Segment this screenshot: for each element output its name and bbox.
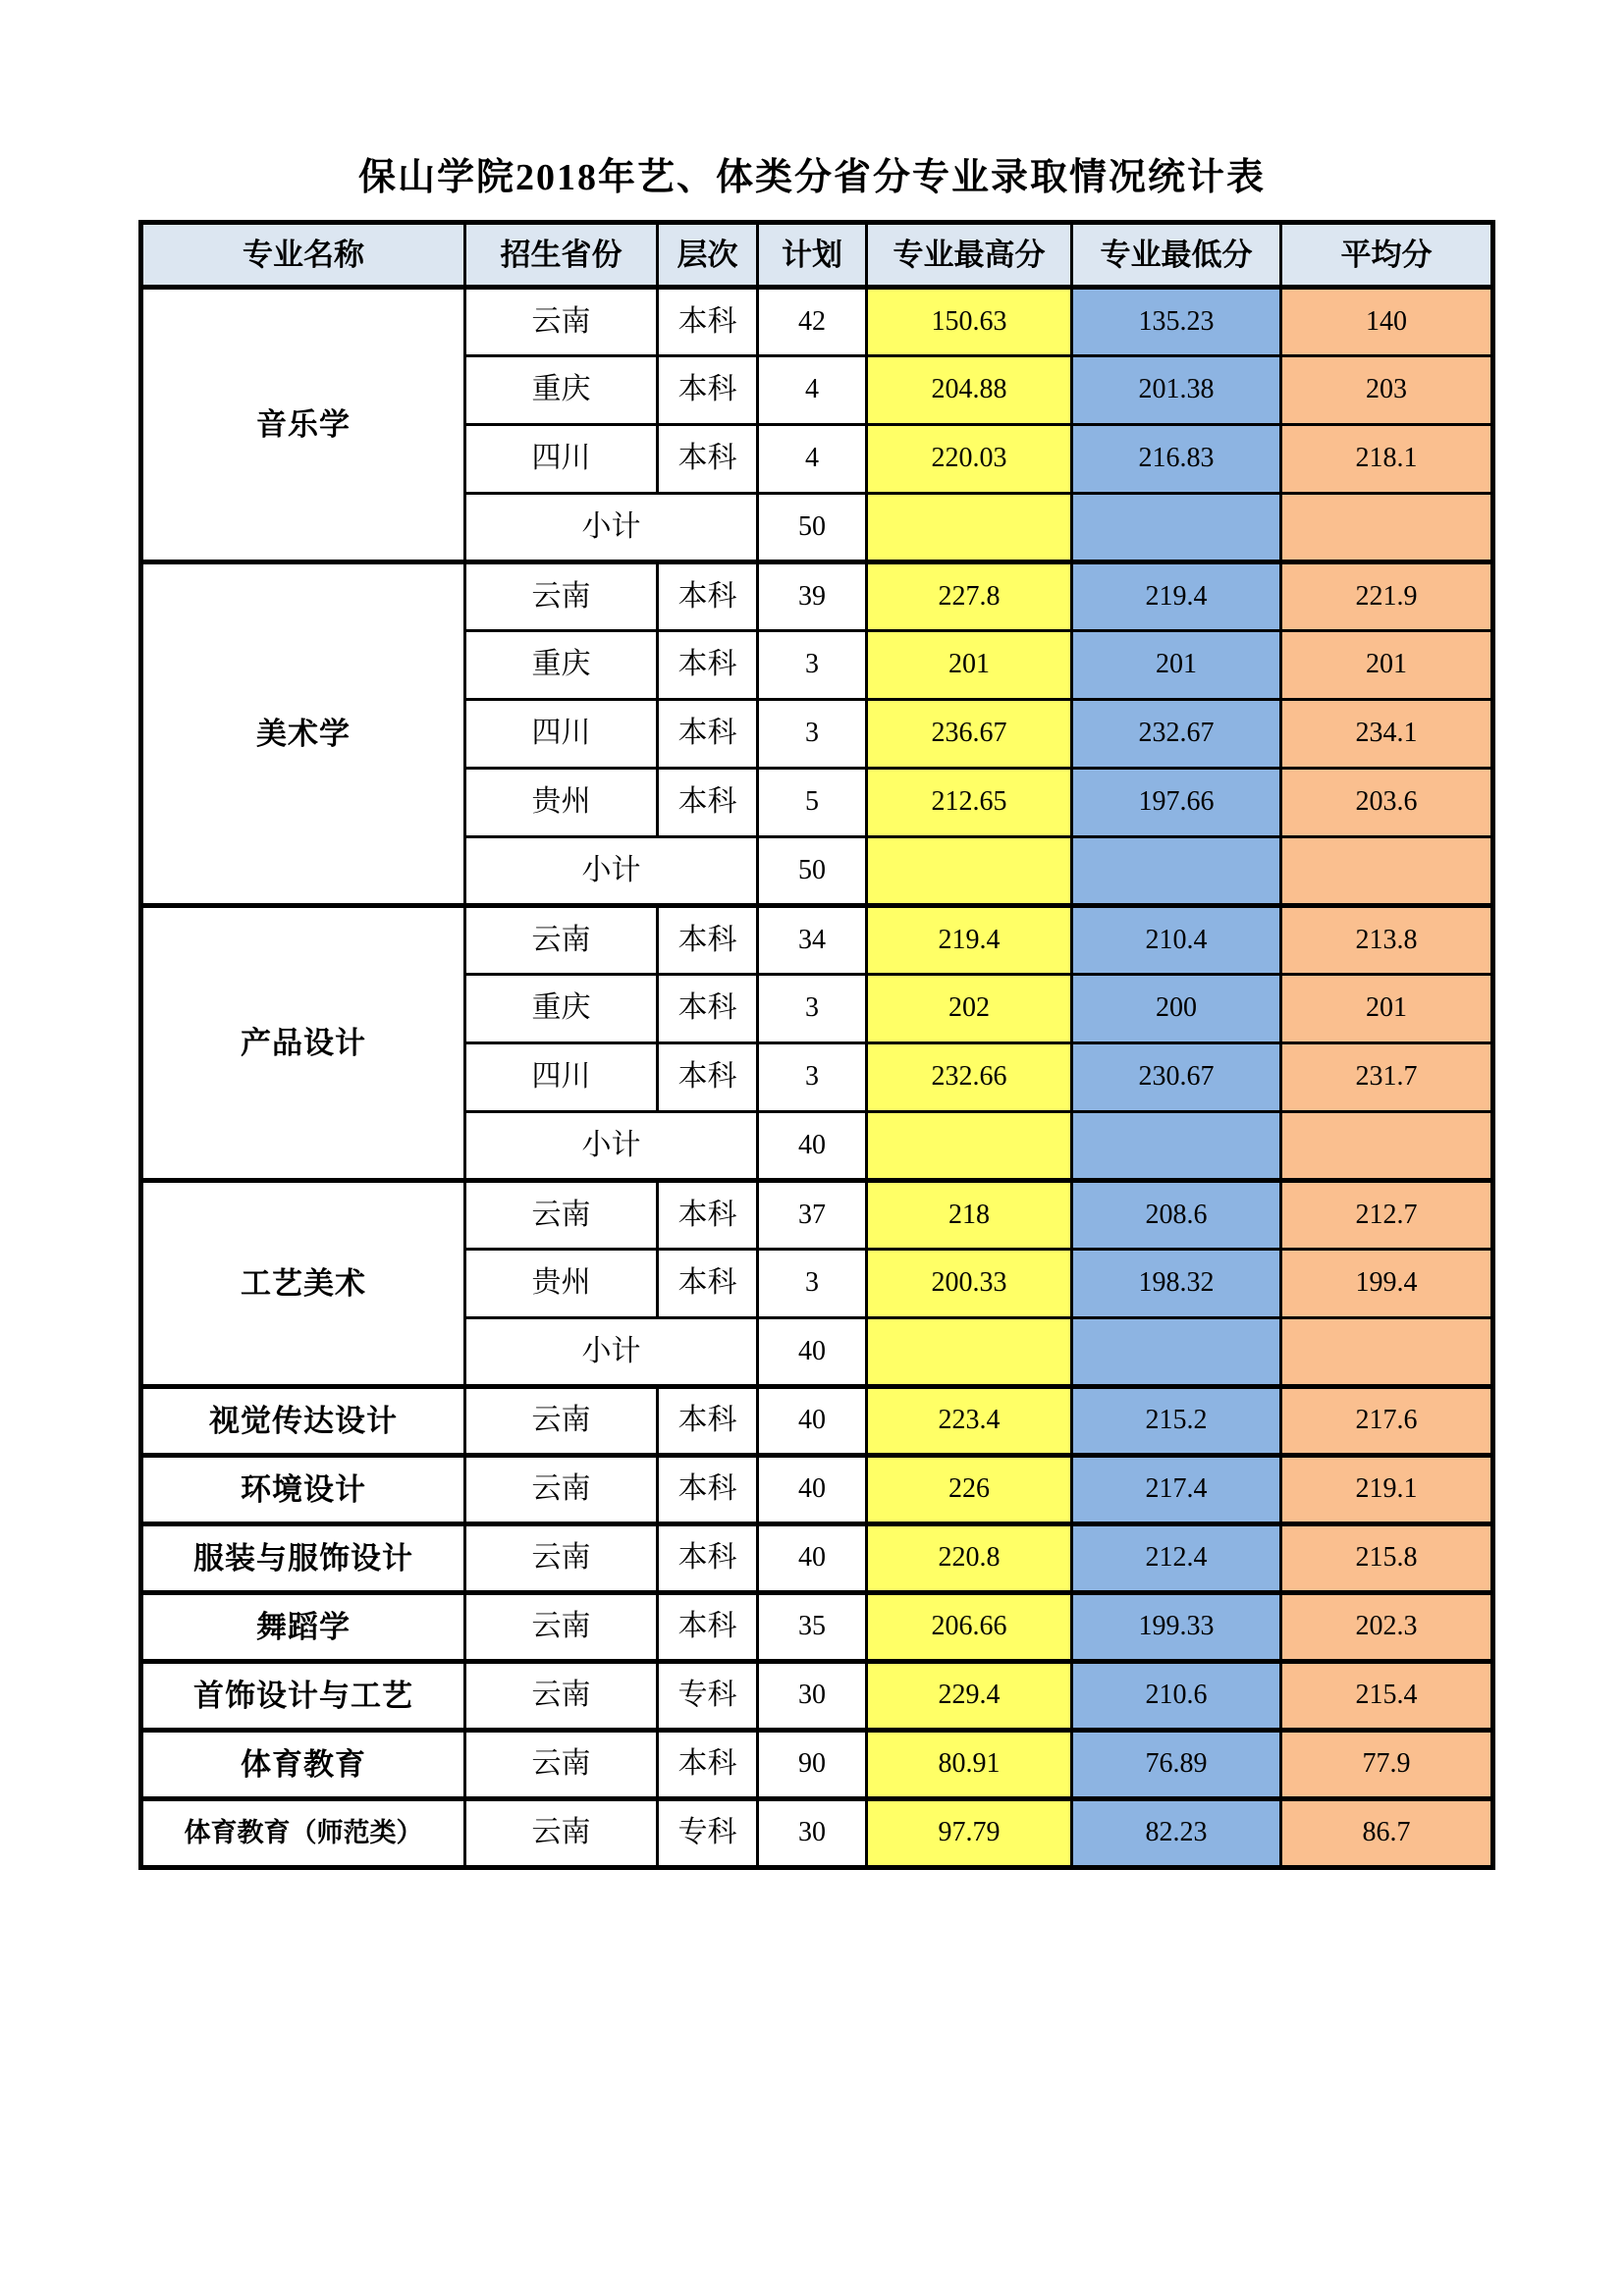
cell-level: 本科 [658,1456,758,1524]
cell-max-score: 150.63 [867,288,1072,356]
cell-major-name: 工艺美术 [141,1181,465,1387]
header-plan: 计划 [758,223,867,288]
cell-subtotal-plan: 40 [758,1318,867,1387]
cell-province: 云南 [465,1524,658,1593]
cell-min-score-empty [1072,837,1281,906]
cell-avg-score: 140 [1281,288,1493,356]
cell-level: 本科 [658,1250,758,1318]
cell-min-score: 135.23 [1072,288,1281,356]
header-major-name: 专业名称 [141,223,465,288]
cell-avg-score: 234.1 [1281,700,1493,769]
cell-subtotal-plan: 40 [758,1112,867,1181]
cell-min-score: 212.4 [1072,1524,1281,1593]
cell-level: 本科 [658,425,758,494]
cell-min-score: 217.4 [1072,1456,1281,1524]
cell-max-score: 223.4 [867,1387,1072,1456]
cell-min-score: 215.2 [1072,1387,1281,1456]
cell-level: 本科 [658,1387,758,1456]
cell-plan: 4 [758,356,867,425]
cell-major-name: 体育教育（师范类） [141,1799,465,1868]
cell-major-name: 体育教育 [141,1731,465,1799]
cell-province: 四川 [465,1043,658,1112]
cell-subtotal-plan: 50 [758,494,867,562]
cell-max-score: 80.91 [867,1731,1072,1799]
cell-level: 专科 [658,1662,758,1731]
table-row [141,1662,1493,1731]
table-header [141,223,1493,288]
table-row [141,1387,1493,1456]
cell-plan: 90 [758,1731,867,1799]
cell-max-score-empty [867,494,1072,562]
header-province: 招生省份 [465,223,658,288]
cell-subtotal-label: 小计 [465,837,758,906]
cell-plan: 3 [758,631,867,700]
document-title: 保山学院2018年艺、体类分省分专业录取情况统计表 [357,157,1266,198]
cell-avg-score: 86.7 [1281,1799,1493,1868]
cell-max-score: 220.8 [867,1524,1072,1593]
header-level: 层次 [658,223,758,288]
cell-subtotal-label: 小计 [465,1112,758,1181]
cell-province: 贵州 [465,1250,658,1318]
table-row [141,1181,1493,1250]
cell-plan: 3 [758,1043,867,1112]
cell-avg-score: 202.3 [1281,1593,1493,1662]
cell-min-score: 197.66 [1072,769,1281,837]
cell-max-score-empty [867,1318,1072,1387]
cell-max-score: 202 [867,975,1072,1043]
header-row [141,223,1493,288]
cell-avg-score-empty [1281,494,1493,562]
cell-province: 重庆 [465,356,658,425]
cell-avg-score: 218.1 [1281,425,1493,494]
cell-province: 云南 [465,562,658,631]
cell-major-name: 服装与服饰设计 [141,1524,465,1593]
cell-level: 本科 [658,1181,758,1250]
cell-plan: 35 [758,1593,867,1662]
cell-plan: 3 [758,700,867,769]
cell-subtotal-label: 小计 [465,494,758,562]
cell-max-score-empty [867,1112,1072,1181]
cell-min-score: 201 [1072,631,1281,700]
cell-province: 重庆 [465,975,658,1043]
cell-level: 本科 [658,769,758,837]
cell-major-name: 产品设计 [141,906,465,1181]
cell-avg-score: 199.4 [1281,1250,1493,1318]
cell-avg-score: 212.7 [1281,1181,1493,1250]
cell-level: 本科 [658,356,758,425]
cell-plan: 42 [758,288,867,356]
cell-province: 云南 [465,906,658,975]
cell-avg-score-empty [1281,1112,1493,1181]
cell-max-score: 232.66 [867,1043,1072,1112]
cell-avg-score: 231.7 [1281,1043,1493,1112]
cell-min-score: 198.32 [1072,1250,1281,1318]
cell-province: 贵州 [465,769,658,837]
cell-plan: 30 [758,1799,867,1868]
cell-level: 本科 [658,906,758,975]
cell-subtotal-plan: 50 [758,837,867,906]
cell-min-score: 76.89 [1072,1731,1281,1799]
cell-min-score: 232.67 [1072,700,1281,769]
cell-level: 本科 [658,1731,758,1799]
cell-min-score-empty [1072,1318,1281,1387]
table-row [141,906,1493,975]
cell-min-score-empty [1072,494,1281,562]
cell-level: 本科 [658,288,758,356]
cell-max-score: 236.67 [867,700,1072,769]
cell-major-name: 美术学 [141,562,465,906]
cell-level: 本科 [658,975,758,1043]
table-row [141,1731,1493,1799]
cell-province: 四川 [465,700,658,769]
cell-plan: 3 [758,1250,867,1318]
cell-max-score-empty [867,837,1072,906]
cell-plan: 3 [758,975,867,1043]
cell-plan: 4 [758,425,867,494]
cell-province: 云南 [465,1593,658,1662]
cell-avg-score: 201 [1281,975,1493,1043]
cell-major-name: 环境设计 [141,1456,465,1524]
cell-avg-score: 213.8 [1281,906,1493,975]
cell-province: 重庆 [465,631,658,700]
cell-max-score: 218 [867,1181,1072,1250]
cell-plan: 5 [758,769,867,837]
cell-max-score: 220.03 [867,425,1072,494]
table-row [141,288,1493,356]
cell-province: 云南 [465,1731,658,1799]
header-min-score: 专业最低分 [1072,223,1281,288]
cell-plan: 37 [758,1181,867,1250]
cell-major-name: 舞蹈学 [141,1593,465,1662]
cell-level: 本科 [658,1043,758,1112]
cell-major-name: 首饰设计与工艺 [141,1662,465,1731]
cell-plan: 40 [758,1387,867,1456]
cell-avg-score-empty [1281,1318,1493,1387]
cell-min-score: 216.83 [1072,425,1281,494]
cell-max-score: 204.88 [867,356,1072,425]
cell-max-score: 200.33 [867,1250,1072,1318]
header-avg-score: 平均分 [1281,223,1493,288]
cell-province: 云南 [465,1799,658,1868]
cell-max-score: 201 [867,631,1072,700]
cell-province: 云南 [465,1181,658,1250]
cell-subtotal-label: 小计 [465,1318,758,1387]
admission-stats-table [138,220,1495,1870]
cell-max-score: 226 [867,1456,1072,1524]
cell-province: 云南 [465,1387,658,1456]
cell-level: 本科 [658,700,758,769]
cell-province: 四川 [465,425,658,494]
cell-level: 专科 [658,1799,758,1868]
cell-min-score: 230.67 [1072,1043,1281,1112]
cell-plan: 34 [758,906,867,975]
cell-level: 本科 [658,562,758,631]
cell-max-score: 229.4 [867,1662,1072,1731]
cell-province: 云南 [465,288,658,356]
table-body [141,288,1493,1868]
cell-province: 云南 [465,1662,658,1731]
cell-avg-score: 221.9 [1281,562,1493,631]
table-row [141,1524,1493,1593]
cell-level: 本科 [658,1593,758,1662]
table-row [141,1593,1493,1662]
cell-avg-score: 217.6 [1281,1387,1493,1456]
cell-max-score: 212.65 [867,769,1072,837]
cell-major-name: 视觉传达设计 [141,1387,465,1456]
cell-max-score: 227.8 [867,562,1072,631]
cell-avg-score-empty [1281,837,1493,906]
cell-avg-score: 203.6 [1281,769,1493,837]
cell-plan: 40 [758,1456,867,1524]
cell-avg-score: 219.1 [1281,1456,1493,1524]
cell-min-score: 201.38 [1072,356,1281,425]
cell-avg-score: 215.4 [1281,1662,1493,1731]
cell-min-score-empty [1072,1112,1281,1181]
cell-max-score: 219.4 [867,906,1072,975]
cell-max-score: 97.79 [867,1799,1072,1868]
header-max-score: 专业最高分 [867,223,1072,288]
cell-min-score: 210.4 [1072,906,1281,975]
table-row [141,562,1493,631]
cell-min-score: 219.4 [1072,562,1281,631]
cell-major-name: 音乐学 [141,288,465,562]
cell-avg-score: 203 [1281,356,1493,425]
cell-level: 本科 [658,631,758,700]
table-row [141,1456,1493,1524]
cell-max-score: 206.66 [867,1593,1072,1662]
cell-min-score: 208.6 [1072,1181,1281,1250]
cell-avg-score: 215.8 [1281,1524,1493,1593]
cell-min-score: 200 [1072,975,1281,1043]
cell-min-score: 210.6 [1072,1662,1281,1731]
cell-plan: 30 [758,1662,867,1731]
cell-avg-score: 77.9 [1281,1731,1493,1799]
cell-plan: 39 [758,562,867,631]
table-row [141,1799,1493,1868]
cell-min-score: 82.23 [1072,1799,1281,1868]
cell-avg-score: 201 [1281,631,1493,700]
cell-plan: 40 [758,1524,867,1593]
cell-province: 云南 [465,1456,658,1524]
cell-level: 本科 [658,1524,758,1593]
cell-min-score: 199.33 [1072,1593,1281,1662]
